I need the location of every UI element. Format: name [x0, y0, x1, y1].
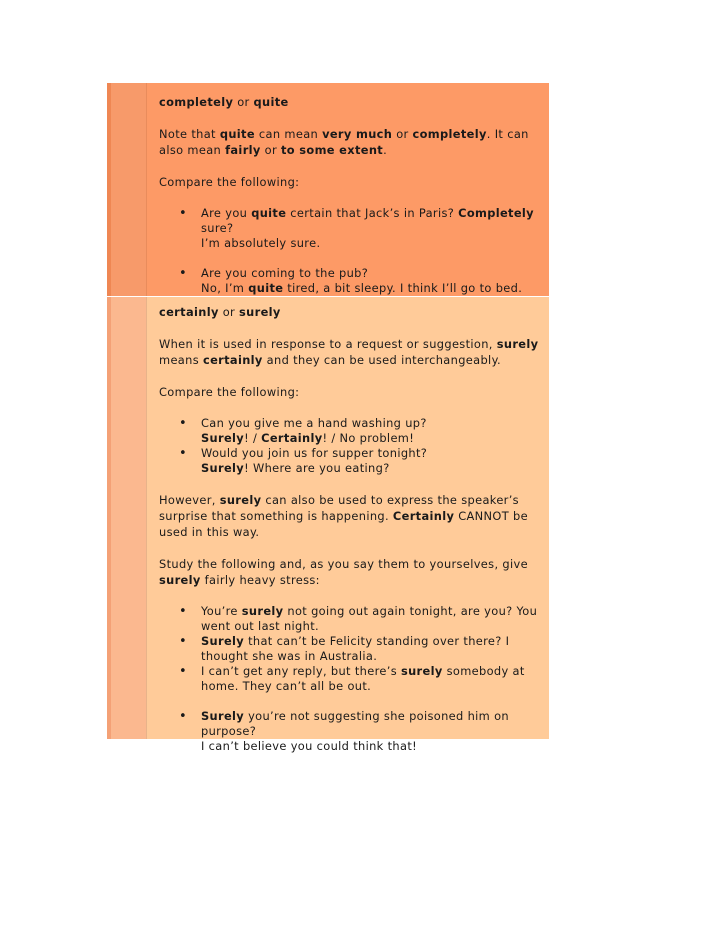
example-list [159, 416, 541, 476]
list-item [159, 634, 541, 664]
term: surely [400, 664, 443, 678]
term: quite [219, 127, 255, 141]
list-item [159, 664, 541, 694]
text: certain that Jack’s in Paris? [286, 206, 459, 220]
text: • Would you join us for supper tonight? [201, 446, 428, 460]
term: Surely [201, 461, 245, 475]
text: No, I’m [201, 281, 249, 295]
term: certainly [202, 353, 263, 367]
text: that can’t be Felicity standing over there? I thought she was in Australia. [201, 634, 510, 663]
text: Study the following and, as you say them to yourselves, give [159, 557, 528, 571]
text: not going out again tonight, are you? You went out last night. [201, 604, 538, 633]
term: completely [159, 95, 234, 109]
text: ! Where are you eating? [244, 461, 390, 475]
term: quite [248, 281, 284, 295]
term: completely [412, 127, 487, 141]
list-item [159, 709, 541, 754]
example-list [159, 604, 541, 754]
paragraph [159, 556, 541, 588]
text: ! / [244, 431, 262, 445]
paragraph [159, 492, 541, 540]
text: I’m absolutely sure. [201, 236, 321, 250]
compare-heading: Compare the following: [159, 385, 300, 399]
term: surely [496, 337, 539, 351]
text: . [383, 143, 388, 157]
term: surely [239, 305, 281, 319]
term: certainly [159, 305, 219, 319]
term: quite [251, 206, 287, 220]
text: You’re [201, 604, 242, 618]
text: can mean [254, 127, 323, 141]
term: very much [322, 127, 393, 141]
text: However, [159, 493, 220, 507]
usage-table [107, 83, 549, 753]
term: fairly [225, 143, 261, 157]
section-sidebar [107, 297, 147, 739]
text: sure? [201, 221, 234, 235]
text: Are you [201, 206, 252, 220]
term: to some extent [280, 143, 384, 157]
text: ! / No problem! [322, 431, 415, 445]
text: or [392, 127, 413, 141]
text: you’re not suggesting she poisoned him on purpose? [201, 709, 509, 738]
text: or [260, 143, 281, 157]
term: Certainly [392, 509, 455, 523]
term: Surely [201, 431, 245, 445]
text: and they can be used interchangeably. [262, 353, 502, 367]
list-item [159, 416, 541, 446]
text: or [218, 305, 240, 319]
text: When it is used in response to a request or suggestion, [159, 337, 497, 351]
term: surely [219, 493, 262, 507]
text: Note that [159, 127, 220, 141]
text: can also be used to express the speaker’s surprise that something is happening. [159, 493, 519, 523]
text: • Are you coming to the pub? [201, 266, 369, 280]
term: Completely [458, 206, 534, 220]
text: • Can you give me a hand washing up? [201, 416, 427, 430]
term: Certainly [261, 431, 323, 445]
term: surely [241, 604, 284, 618]
example-list [159, 206, 541, 296]
list-item [159, 266, 541, 296]
text: means [159, 353, 203, 367]
term: Surely [201, 634, 245, 648]
compare-heading: Compare the following: [159, 175, 300, 189]
text: fairly heavy stress: [200, 573, 320, 587]
paragraph [159, 126, 541, 158]
text: tired, a bit sleepy. I think I’ll go to bed. [283, 281, 523, 295]
section-content [147, 297, 549, 753]
term: Surely [201, 709, 245, 723]
paragraph [159, 336, 541, 368]
section-sidebar [107, 83, 147, 296]
section-title [159, 304, 541, 320]
text: CANNOT be used in this way. [159, 509, 528, 539]
list-item [159, 206, 541, 251]
list-item [159, 446, 541, 476]
section-certainly-surely [107, 297, 549, 753]
section-completely-quite [107, 83, 549, 296]
text: . It can also mean [159, 127, 529, 157]
section-content [147, 83, 549, 296]
list-item [159, 604, 541, 634]
section-title [159, 94, 541, 110]
text: I can’t get any reply, but there’s [201, 664, 401, 678]
text: or [233, 95, 254, 109]
text: I can’t believe you could think that! [201, 739, 418, 753]
term: surely [159, 573, 201, 587]
text: somebody at home. They can’t all be out. [201, 664, 525, 693]
term: quite [253, 95, 289, 109]
